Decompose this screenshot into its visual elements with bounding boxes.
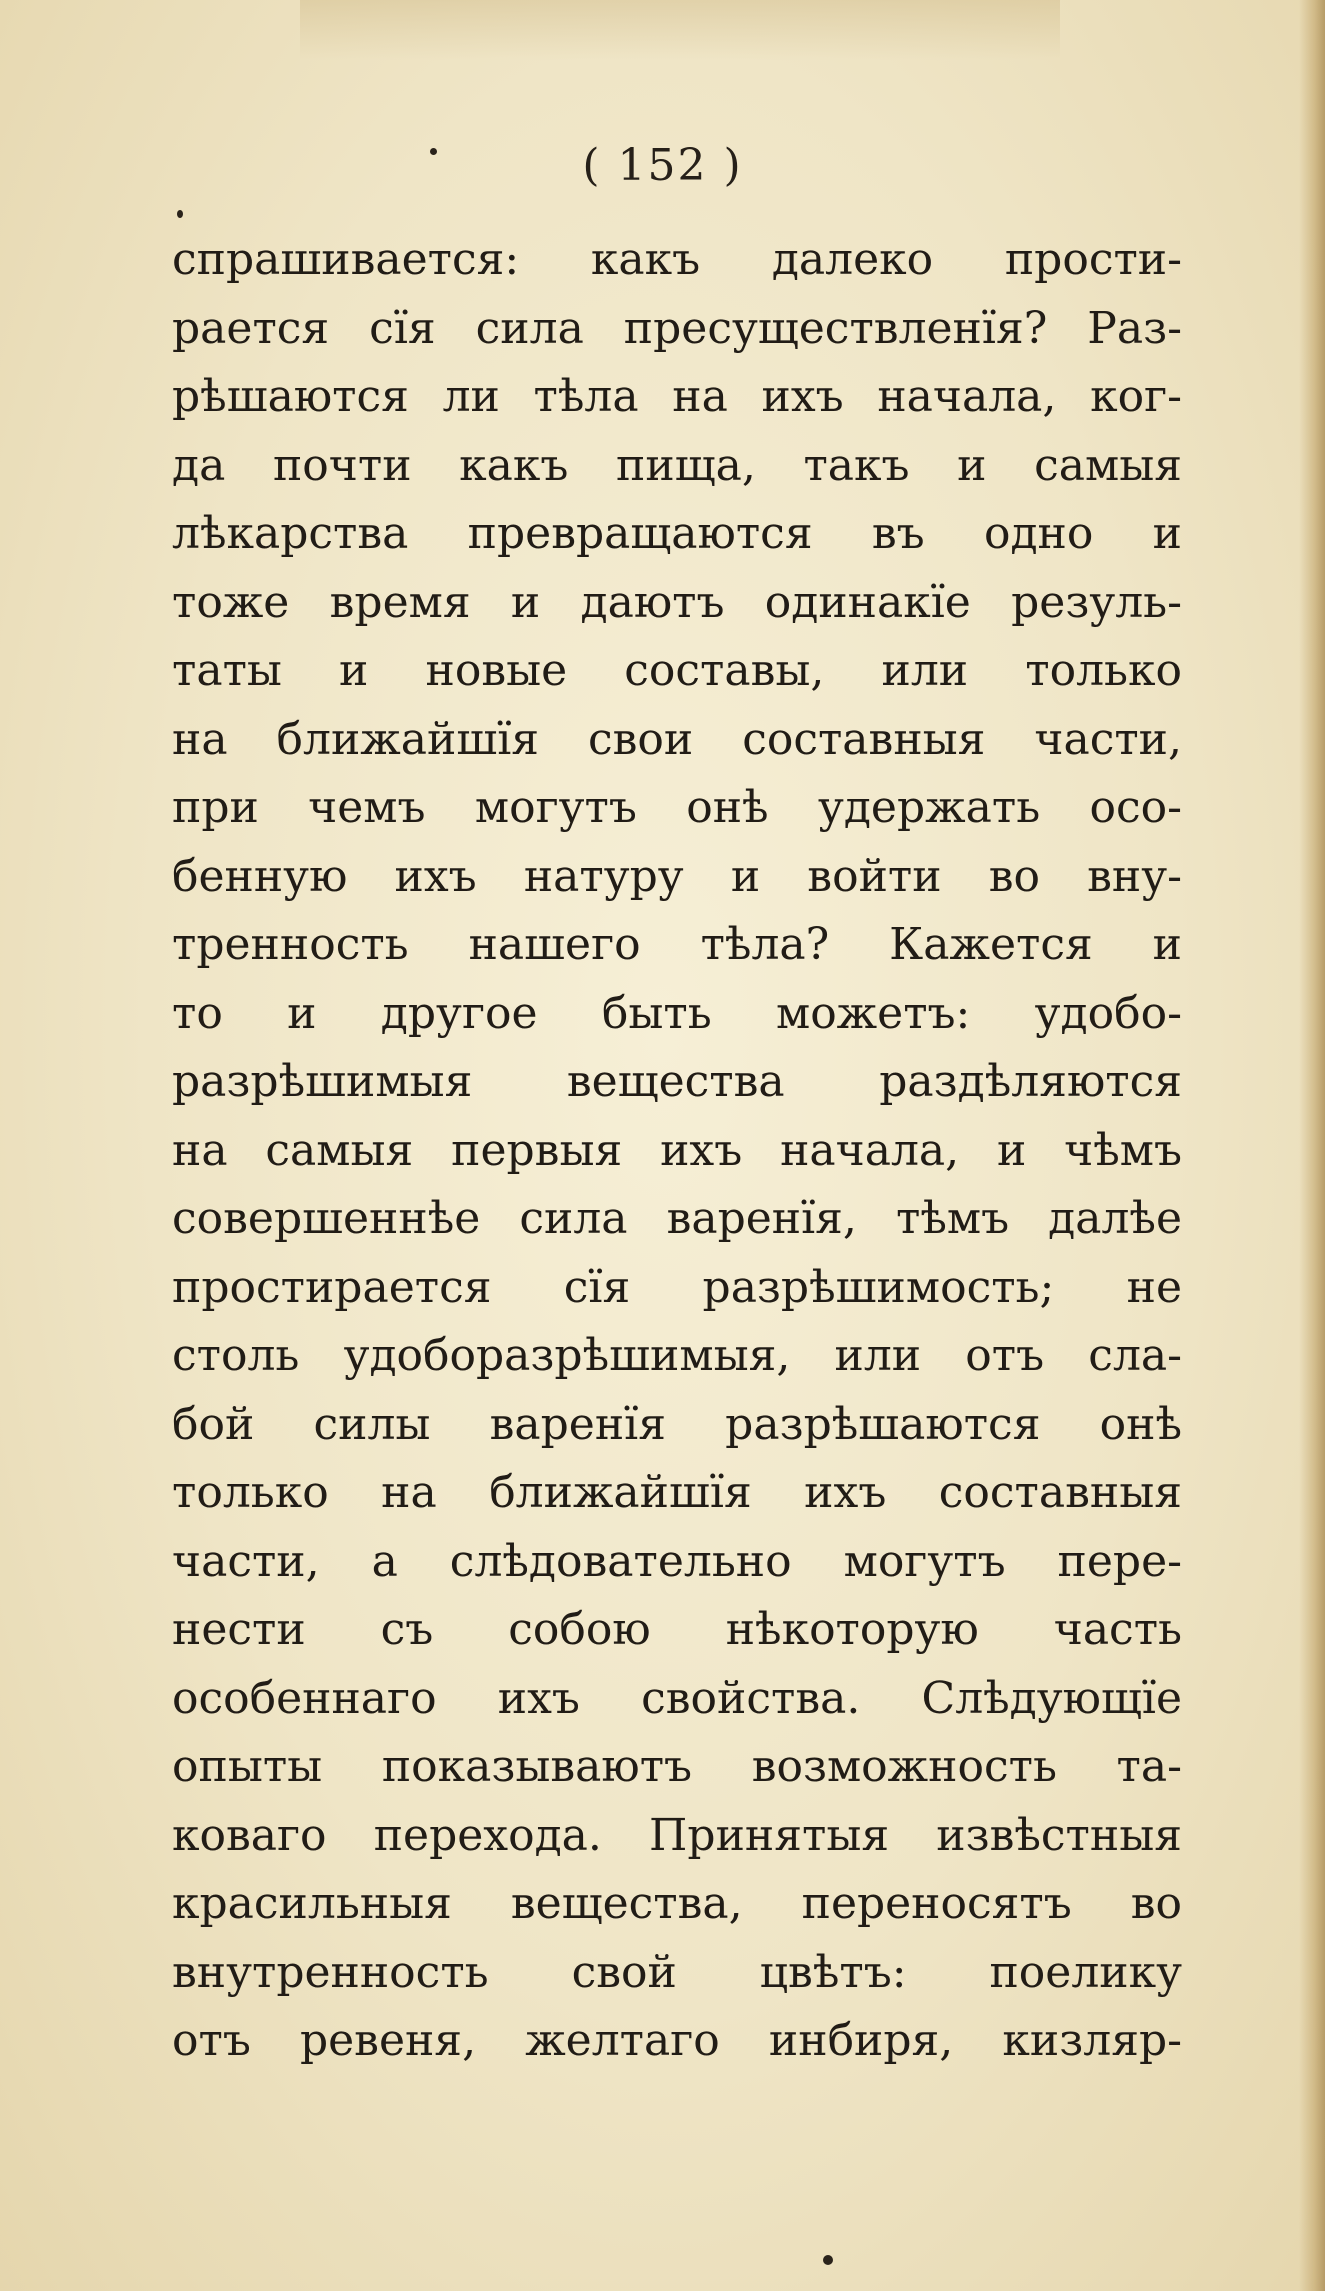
text-line: лѣкарства превращаются въ одно и <box>172 508 1182 559</box>
text-line: спрашивается: какъ далеко прости- <box>172 234 1182 285</box>
text-line: рѣшаются ли тѣла на ихъ начала, ког- <box>172 371 1182 422</box>
text-line: столь удоборазрѣшимыя, или отъ сла- <box>172 1330 1182 1381</box>
ink-speck <box>177 210 183 218</box>
text-line: то и другое быть можетъ: удобо- <box>172 987 1182 1039</box>
text-line: коваго перехода. Принятыя извѣстныя <box>172 1809 1182 1861</box>
text-line: только на ближайшїя ихъ составныя <box>172 1467 1182 1518</box>
text-line: совершеннѣе сила варенїя, тѣмъ далѣе <box>172 1193 1182 1244</box>
text-line: на ближайшїя свои составныя части, <box>172 713 1182 765</box>
text-line: бой силы варенїя разрѣшаются онѣ <box>172 1398 1182 1450</box>
body-text <box>172 226 1182 2076</box>
text-line: красильныя вещества, переносятъ во <box>172 1878 1182 1929</box>
text-line: отъ ревеня, желтаго инбиря, кизляр- <box>172 2015 1182 2066</box>
text-line: внутренность свой цвѣтъ: поелику <box>172 1946 1182 1998</box>
page-number: ( 152 ) <box>582 140 743 191</box>
page-edge-shadow <box>1299 0 1325 2291</box>
ink-speck <box>823 2255 833 2265</box>
text-line: особеннаго ихъ свойства. Слѣдующїе <box>172 1672 1182 1724</box>
text-line: тренность нашего тѣла? Кажется и <box>172 919 1182 970</box>
text-line: тоже время и даютъ одинакїе резуль- <box>172 576 1182 628</box>
text-line: на самыя первыя ихъ начала, и чѣмъ <box>172 1124 1182 1176</box>
text-line: опыты показываютъ возможность та- <box>172 1741 1182 1792</box>
text-line: рается сїя сила пресуществленїя? Раз- <box>172 302 1182 354</box>
text-line: разрѣшимыя вещества раздѣляются <box>172 1056 1182 1107</box>
text-line: нести съ собою нѣкоторую часть <box>172 1604 1182 1655</box>
text-line: бенную ихъ натуру и войти во вну- <box>172 850 1182 902</box>
text-line: части, а слѣдовательно могутъ пере- <box>172 1535 1182 1587</box>
ink-speck <box>430 148 437 155</box>
text-line: таты и новые составы, или только <box>172 645 1182 696</box>
text-line: при чемъ могутъ онѣ удержать осо- <box>172 782 1182 833</box>
text-line: простирается сїя разрѣшимость; не <box>172 1261 1182 1313</box>
paper-stain <box>300 0 1060 60</box>
text-line: да почти какъ пища, такъ и самыя <box>172 439 1182 491</box>
